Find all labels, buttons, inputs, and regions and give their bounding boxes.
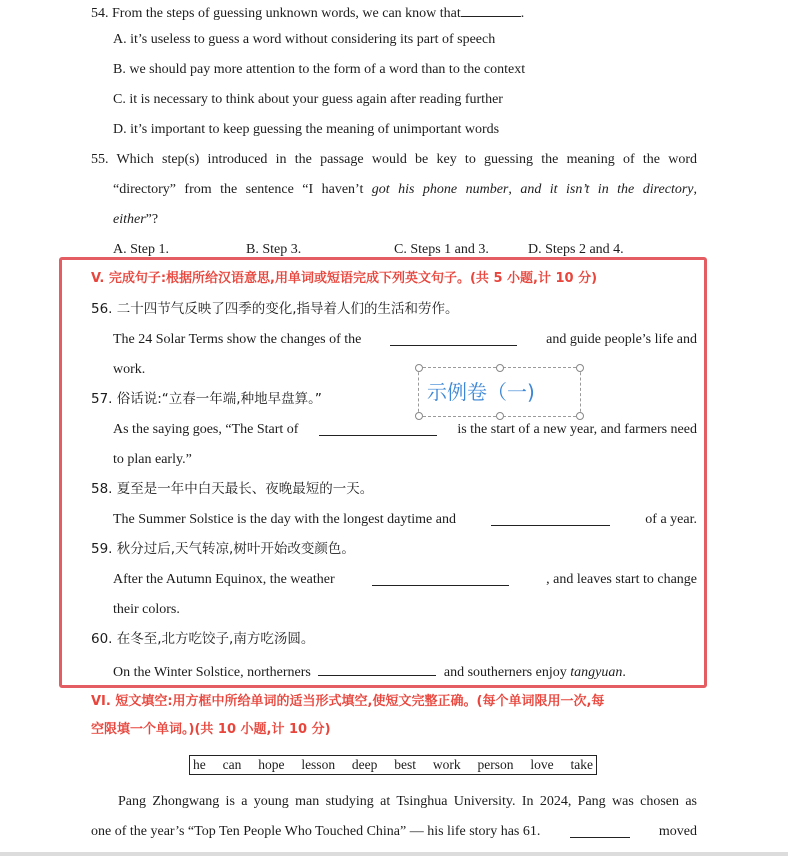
q59-english: After the Autumn Equinox, the weather , and leaves start to change [113, 572, 697, 587]
sample-label: 示例卷（一) [427, 380, 535, 404]
resize-handle[interactable] [496, 364, 504, 372]
section-5-heading: V. 完成句子:根据所给汉语意思,用单词或短语完成下列英文句子。(共 5 小题,计 10 分) [91, 271, 598, 286]
word-bank-item: he [193, 757, 206, 772]
q55-option-b: B. Step 3. [246, 242, 302, 257]
passage-line2: one of the year’s “Top Ten People Who Touched China” — his life story has 61. moved [91, 824, 697, 839]
word-bank [189, 755, 597, 775]
q55-option-a: A. Step 1. [113, 242, 169, 257]
page-bottom-edge [0, 852, 788, 856]
sample-textbox[interactable] [418, 367, 581, 417]
q60-chinese: 60. 在冬至,北方吃饺子,南方吃汤圆。 [91, 631, 315, 647]
resize-handle[interactable] [576, 364, 584, 372]
q54-option-d: D. it’s important to keep guessing the meaning of unimportant words [113, 122, 500, 137]
word-bank-item: can [222, 757, 242, 772]
word-bank-item: best [394, 757, 417, 772]
question-54: 54. From the steps of guessing unknown words, we can know that . [91, 2, 524, 23]
answer-blank[interactable] [570, 823, 630, 838]
highlight-frame [59, 257, 707, 688]
answer-blank[interactable] [491, 511, 610, 526]
q57-chinese: 57. 俗话说:“立春一年端,种地早盘算。” [91, 391, 322, 407]
q55-stem-line2: “directory” from the sentence “I haven’t got his phone number, and it isn’t in the directory, [113, 182, 697, 197]
q55-option-d: D. Steps 2 and 4. [528, 242, 624, 257]
q57-english-cont: to plan early.” [113, 452, 192, 467]
word-bank-item: lesson [301, 757, 336, 772]
answer-blank[interactable] [318, 661, 436, 676]
q57-english: As the saying goes, “The Start of is the start of a new year, and farmers need [113, 422, 697, 437]
answer-blank[interactable] [372, 571, 509, 586]
q58-english: The Summer Solstice is the day with the longest daytime and of a year. [113, 512, 697, 527]
section-6-heading-line1: VI. 短文填空:用方框中所给单词的适当形式填空,使短文完整正确。(每个单词限用一次,每 [91, 694, 605, 709]
q55-option-c: C. Steps 1 and 3. [394, 242, 489, 257]
q54-option-b: B. we should pay more attention to the form of a word than to the context [113, 62, 526, 77]
q55-stem-line1: 55. Which step(s) introduced in the passage would be key to guessing the meaning of the word [91, 152, 697, 167]
q55-stem-line3: either”? [113, 212, 159, 227]
resize-handle[interactable] [415, 364, 423, 372]
q54-stem: 54. From the steps of guessing unknown words, we can know that [91, 6, 461, 21]
answer-blank[interactable] [461, 2, 521, 17]
q56-chinese: 56. 二十四节气反映了四季的变化,指导着人们的生活和劳作。 [91, 301, 459, 317]
q58-chinese: 58. 夏至是一年中白天最长、夜晚最短的一天。 [91, 481, 374, 497]
q56-english: The 24 Solar Terms show the changes of the and guide people’s life and [113, 332, 697, 347]
word-bank-item: hope [258, 757, 285, 772]
resize-handle[interactable] [496, 412, 504, 420]
word-bank-item: work [432, 757, 461, 772]
word-bank-item: love [530, 757, 554, 772]
q59-chinese: 59. 秋分过后,天气转凉,树叶开始改变颜色。 [91, 541, 355, 557]
answer-blank[interactable] [319, 421, 437, 436]
q59-english-cont: their colors. [113, 602, 180, 617]
resize-handle[interactable] [576, 412, 584, 420]
section-6-heading-line2: 空限填一个单词。)(共 10 小题,计 10 分) [91, 722, 331, 737]
word-bank-item: take [570, 757, 593, 772]
q54-option-a: A. it’s useless to guess a word without considering its part of speech [113, 32, 496, 47]
word-bank-item: deep [351, 757, 378, 772]
word-bank-item: person [477, 757, 514, 772]
q60-english: On the Winter Solstice, northerners and southerners enjoy tangyuan. [113, 661, 626, 682]
passage-line1: Pang Zhongwang is a young man studying at Tsinghua University. In 2024, Pang was chosen as [118, 794, 697, 809]
resize-handle[interactable] [415, 412, 423, 420]
answer-blank[interactable] [390, 331, 517, 346]
q54-option-c: C. it is necessary to think about your guess again after reading further [113, 92, 503, 107]
q56-english-cont: work. [113, 362, 146, 377]
